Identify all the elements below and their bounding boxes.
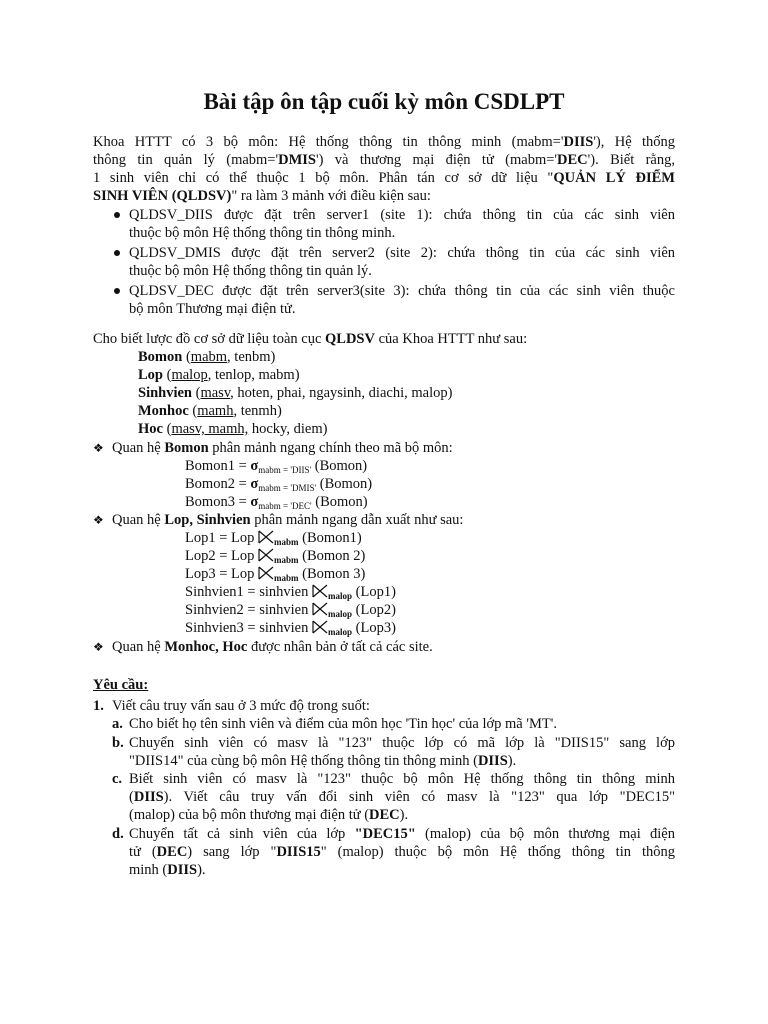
sub-c-line-1: Biết sinh viên có masv là "123" thuộc bộ môn Hệ thống thông tin thông minh [129, 771, 675, 787]
relation-name: Bomon [164, 440, 209, 456]
text: 1 sinh viên chỉ có thể thuộc 1 bộ môn. Phân tán cơ sở dữ liệu " [93, 170, 554, 186]
text: (Bomon1) [298, 530, 362, 546]
bullet-2-line-2: thuộc bộ môn Hệ thống thông tin quản lý. [129, 263, 372, 279]
text: (Bomon) [316, 476, 373, 492]
text: Sinhvien1 = sinhvien [185, 584, 312, 600]
sub-d-line-1 [129, 825, 675, 843]
diamond-bullet-icon: ❖ [93, 640, 104, 654]
class-code: "DEC15" [354, 826, 416, 842]
text: ( [182, 349, 191, 365]
schema-lop [138, 366, 300, 384]
text: (Lop1) [352, 584, 396, 600]
sub-b-line-1: Chuyển sinh viên có masv là "123" thuộc lớp có mã lớp là "DIIS15" sang lớp [129, 735, 675, 751]
sub-a-text: Cho biết họ tên sinh viên và điểm của môn học 'Tin học' của lớp mã 'MT'. [129, 716, 557, 732]
relation-name: Monhoc [138, 403, 189, 419]
bullet-1-line-1: QLDSV_DIIS được đặt trên server1 (site 1): chứa thông tin của các sinh viên [129, 207, 675, 223]
sigma-symbol: σ [250, 476, 259, 492]
text: , tenbm) [227, 349, 276, 365]
text: Bomon2 = [185, 476, 251, 492]
join-attribute: malop [328, 627, 353, 637]
code-dec: DEC [369, 807, 400, 823]
text: Sinhvien3 = sinhvien [185, 620, 312, 636]
text: ') và thương mại điện tử (mabm=' [315, 152, 558, 168]
text: ). [507, 753, 517, 769]
text: Quan hệ [112, 512, 165, 528]
primary-key: masv [200, 385, 231, 401]
schema-sinhvien [138, 384, 452, 402]
intro-line-2 [93, 151, 675, 169]
sub-b-line-2 [129, 752, 516, 770]
text: (malop) của bộ môn thương mại điện tử ( [129, 807, 370, 823]
semijoin-icon [258, 547, 274, 563]
relation-name: Monhoc, Hoc [164, 639, 248, 655]
text: , hoten, phai, ngaysinh, diachi, malop) [230, 385, 453, 401]
lop-frag-heading [112, 511, 463, 529]
text: ( [188, 403, 198, 419]
sigma-symbol: σ [250, 458, 259, 474]
sub-c-line-3 [129, 806, 408, 824]
text: tử ( [129, 844, 157, 860]
text: Khoa HTTT có 3 bộ môn: Hệ thống thông tin thông minh (mabm=' [93, 134, 564, 150]
db-name: SINH VIÊN (QLDSV) [93, 188, 232, 204]
text: Lop1 = Lop [185, 530, 259, 546]
bomon-frag-heading [112, 439, 453, 457]
schema-bomon [138, 348, 275, 366]
relation-name: Lop [138, 367, 163, 383]
text: ). [197, 862, 206, 878]
text: ( [162, 421, 172, 437]
text: Cho biết lược đồ cơ sở dữ liệu toàn cục [93, 331, 326, 347]
text: (malop) của bộ môn thương mại điện [415, 826, 675, 842]
sigma-symbol: σ [250, 494, 259, 510]
bullet-3-line-2: bộ môn Thương mại điện tử. [129, 301, 296, 317]
text: Quan hệ [112, 440, 165, 456]
text: thông tin quản lý (mabm=' [93, 152, 279, 168]
text: được nhân bản ở tất cả các site. [247, 639, 433, 655]
intro-line-4 [93, 187, 431, 205]
text: (Lop2) [352, 602, 396, 618]
replicate-note [112, 638, 433, 656]
text: " (malop) thuộc bộ môn Hệ thống thông tin thông [320, 844, 675, 860]
code-dmis: DMIS [278, 152, 316, 168]
semijoin-icon [312, 601, 328, 617]
text: phân mảnh ngang dẫn xuất như sau: [250, 512, 464, 528]
text: "DIIS14" của cùng bộ môn Hệ thống thông tin thông minh ( [129, 753, 478, 769]
class-code: DIIS15 [276, 844, 321, 860]
text: Lop2 = Lop [185, 548, 259, 564]
semijoin-icon [312, 619, 328, 635]
schema-monhoc [138, 402, 282, 420]
text: của Khoa HTTT như sau: [374, 331, 528, 347]
selection-condition: mabm = 'DEC' [258, 501, 312, 511]
bullet-dot [114, 250, 120, 256]
primary-key: masv, mamh, [171, 421, 249, 437]
bullet-3-line-1: QLDSV_DEC được đặt trên server3(site 3): chứa thông tin của các sinh viên thuộc [129, 283, 675, 299]
semijoin-icon [258, 529, 274, 545]
text: ). [399, 807, 409, 823]
intro-line-1 [93, 133, 675, 151]
primary-key: mamh [197, 403, 234, 419]
relation-name: Bomon [138, 349, 183, 365]
bullet-dot [114, 212, 120, 218]
code-diis: DIIS [133, 789, 164, 805]
selection-condition: mabm = 'DIIS' [258, 465, 312, 475]
db-name: QLDSV [325, 331, 375, 347]
sub-d-label: d. [112, 826, 124, 842]
sub-c-line-2 [129, 788, 675, 806]
intro-line-3 [93, 169, 675, 187]
code-diis: DIIS [563, 134, 594, 150]
primary-key: mabm [190, 349, 228, 365]
requirements-heading: Yêu cầu: [93, 677, 149, 693]
req-1-text: Viết câu truy vấn sau ở 3 mức độ trong suốt: [112, 698, 370, 714]
text: Sinhvien2 = sinhvien [185, 602, 312, 618]
text: (Bomon 2) [298, 548, 366, 564]
text: Bomon1 = [185, 458, 251, 474]
text: ) sang lớp " [187, 844, 277, 860]
join-attribute: mabm [274, 555, 299, 565]
relation-name: Lop, Sinhvien [164, 512, 251, 528]
join-attribute: mabm [274, 537, 299, 547]
text: '), Hệ thống [593, 134, 675, 150]
relation-name: Hoc [138, 421, 163, 437]
relation-name: Sinhvien [138, 385, 192, 401]
semijoin-icon [312, 583, 328, 599]
text: ( [129, 789, 134, 805]
text: (Bomon) [311, 458, 368, 474]
join-attribute: malop [328, 591, 353, 601]
text: ( [163, 367, 172, 383]
text: phân mảnh ngang chính theo mã bộ môn: [208, 440, 453, 456]
join-attribute: malop [328, 609, 353, 619]
code-diis: DIIS [167, 862, 198, 878]
sub-c-label: c. [112, 771, 123, 787]
text: (Bomon) [311, 494, 368, 510]
text: ( [192, 385, 201, 401]
selection-condition: mabm = 'DMIS' [258, 483, 317, 493]
code-dec: DEC [557, 152, 588, 168]
text: , tenlop, mabm) [207, 367, 300, 383]
bullet-dot [114, 288, 120, 294]
bullet-2-line-1: QLDSV_DMIS được đặt trên server2 (site 2): chứa thông tin của các sinh viên [129, 245, 675, 261]
bullet-1-line-2: thuộc bộ môn Hệ thống thông tin thông minh. [129, 225, 396, 241]
sub-d-line-3 [129, 861, 206, 879]
text: Quan hệ [112, 639, 165, 655]
text: minh ( [129, 862, 168, 878]
schema-intro [93, 330, 527, 348]
text: ). Viết câu truy vấn đổi sinh viên có masv là "123" qua lớp "DEC15" [163, 789, 675, 805]
code-dec: DEC [156, 844, 188, 860]
primary-key: malop [171, 367, 208, 383]
schema-hoc [138, 420, 327, 438]
text: , tenmh) [233, 403, 282, 419]
text: (Lop3) [352, 620, 396, 636]
text: Bomon3 = [185, 494, 251, 510]
text: Lop3 = Lop [185, 566, 259, 582]
sub-b-label: b. [112, 735, 124, 751]
text: hocky, diem) [248, 421, 328, 437]
page-title: Bài tập ôn tập cuối kỳ môn CSDLPT [203, 89, 565, 114]
text: '). Biết rằng, [587, 152, 675, 168]
semijoin-icon [258, 565, 274, 581]
sub-a-label: a. [112, 716, 123, 732]
text: Chuyển tất cả sinh viên của lớp [129, 826, 355, 842]
db-name: QUẢN LÝ ĐIỂM [553, 170, 675, 186]
sub-d-line-2 [129, 843, 675, 861]
join-attribute: mabm [274, 573, 299, 583]
text: " ra làm 3 mảnh với điều kiện sau: [231, 188, 431, 204]
text: (Bomon 3) [298, 566, 366, 582]
code-diis: DIIS [477, 753, 508, 769]
diamond-bullet-icon: ❖ [93, 513, 104, 527]
req-1-number: 1. [93, 698, 104, 714]
diamond-bullet-icon: ❖ [93, 441, 104, 455]
